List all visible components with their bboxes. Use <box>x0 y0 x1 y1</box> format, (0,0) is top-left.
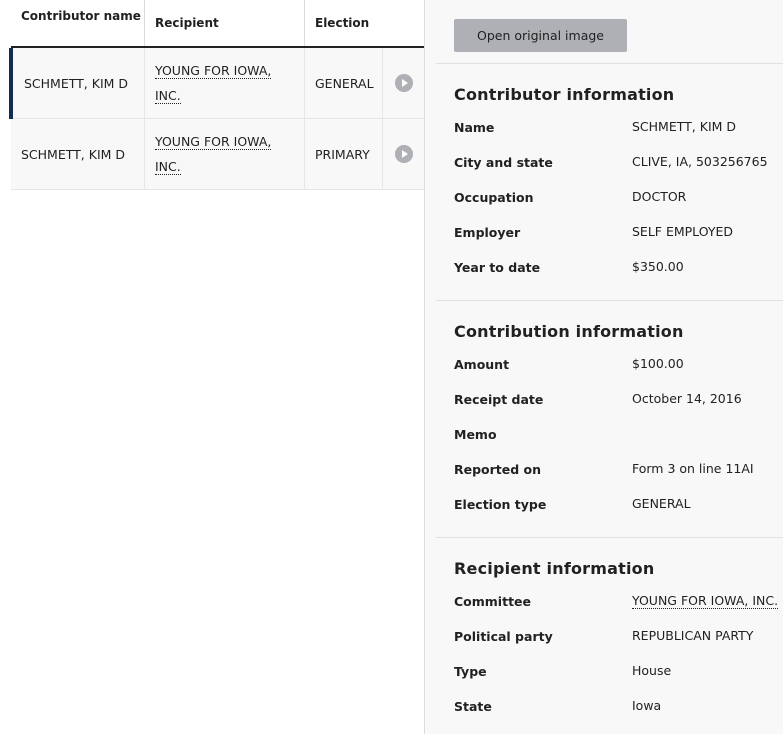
expand-row-icon[interactable] <box>395 145 413 163</box>
open-original-image-button[interactable]: Open original image <box>454 19 627 52</box>
divider <box>436 63 783 64</box>
reported-on-value: Form 3 on line 11AI <box>632 461 754 476</box>
political-party-label: Political party <box>454 629 553 644</box>
employer-label: Employer <box>454 225 521 240</box>
occupation-value: DOCTOR <box>632 189 687 204</box>
table-header <box>11 0 424 48</box>
contributor-name-cell: SCHMETT, KIM D <box>11 119 145 189</box>
column-header-recipient[interactable]: Recipient <box>145 0 305 46</box>
employer-value: SELF EMPLOYED <box>632 224 734 239</box>
divider <box>436 537 783 538</box>
election-cell: GENERAL <box>305 48 383 118</box>
recipient-cell <box>145 48 305 118</box>
year-to-date-value: $350.00 <box>632 259 684 274</box>
column-header-contributor-name[interactable]: Contributor name <box>11 0 145 46</box>
political-party-value: REPUBLICAN PARTY <box>632 628 754 643</box>
state-value: Iowa <box>632 698 662 713</box>
name-label: Name <box>454 120 495 135</box>
amount-value: $100.00 <box>632 356 684 371</box>
receipt-date-label: Receipt date <box>454 392 544 407</box>
table-row[interactable] <box>11 119 424 190</box>
detail-panel <box>424 0 783 734</box>
occupation-label: Occupation <box>454 190 534 205</box>
contribution-info-title: Contribution information <box>454 322 684 341</box>
type-value: House <box>632 663 672 678</box>
type-label: Type <box>454 664 487 679</box>
table-row[interactable] <box>11 48 424 119</box>
committee-label: Committee <box>454 594 532 609</box>
column-header-election[interactable]: Election <box>315 16 370 30</box>
election-type-label: Election type <box>454 497 547 512</box>
amount-label: Amount <box>454 357 510 372</box>
state-label: State <box>454 699 492 714</box>
recipient-cell <box>145 119 305 189</box>
expand-row-icon[interactable] <box>395 74 413 92</box>
recipient-info-title: Recipient information <box>454 559 655 578</box>
contributor-name-cell: SCHMETT, KIM D <box>11 48 145 118</box>
election-cell: PRIMARY <box>305 119 383 189</box>
divider <box>436 300 783 301</box>
expand-cell <box>383 119 424 189</box>
recipient-link[interactable]: YOUNG FOR IOWA, INC. <box>155 134 272 174</box>
memo-label: Memo <box>454 427 497 442</box>
city-state-value: CLIVE, IA, 503256765 <box>632 154 768 169</box>
year-to-date-label: Year to date <box>454 260 541 275</box>
expand-cell <box>383 48 424 118</box>
committee-link[interactable]: YOUNG FOR IOWA, INC. <box>632 593 779 608</box>
election-type-value: GENERAL <box>632 496 691 511</box>
contributor-info-title: Contributor information <box>454 85 675 104</box>
city-state-label: City and state <box>454 155 553 170</box>
receipt-date-value: October 14, 2016 <box>632 391 742 406</box>
committee-value <box>632 593 778 609</box>
name-value: SCHMETT, KIM D <box>632 119 737 134</box>
recipient-link[interactable]: YOUNG FOR IOWA, INC. <box>155 63 272 103</box>
reported-on-label: Reported on <box>454 462 542 477</box>
